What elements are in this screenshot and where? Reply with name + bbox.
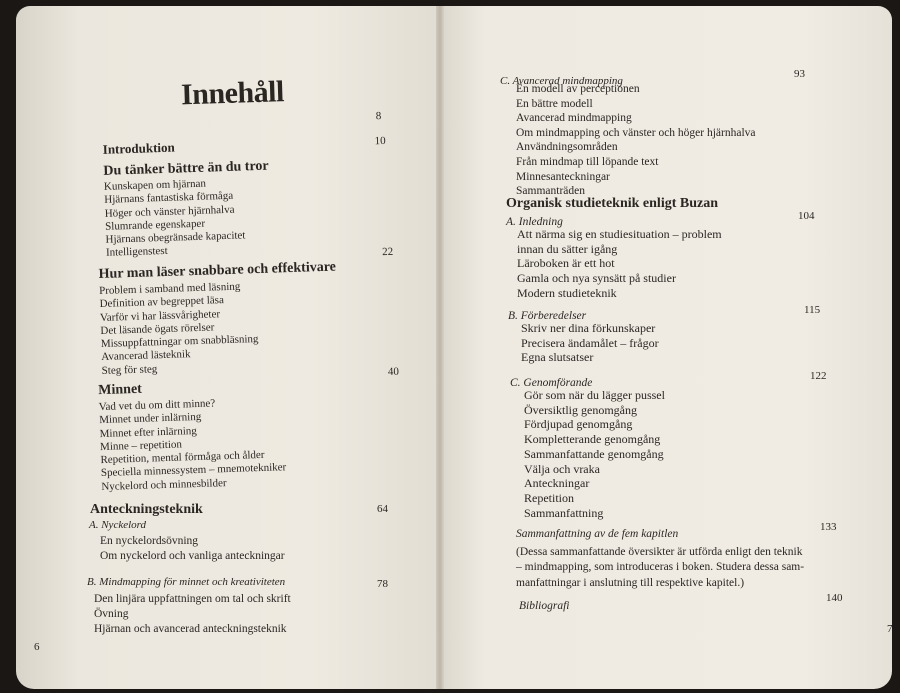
- toc-item: Om mindmapping och vänster och höger hjärnhalva: [516, 126, 756, 139]
- subsection-title: C. Avancerad mindmapping: [500, 75, 623, 87]
- toc-item: Avancerad lästeknik: [101, 348, 191, 364]
- section-title: Minnet: [98, 381, 143, 399]
- section-items: [100, 534, 285, 564]
- section-items: [104, 176, 246, 260]
- section-page: 10: [374, 134, 386, 148]
- toc-item: En modell av perceptionen: [516, 83, 640, 95]
- section-title: Hur man läser snabbare och effektivare: [98, 259, 337, 283]
- toc-item: Repetition: [524, 490, 574, 505]
- toc-item: Slumrande egenskaper: [104, 217, 206, 233]
- section-page: 22: [381, 245, 394, 259]
- toc-item: Sammanfattning: [524, 505, 604, 520]
- note-line: (Dessa sammanfattande översikter är utförda enligt den teknik: [516, 546, 803, 558]
- toc-item: En bättre modell: [516, 97, 593, 110]
- toc-item: Sammanträden: [516, 185, 585, 198]
- bibliography-page: 140: [826, 592, 843, 604]
- section-title: Organisk studieteknik enligt Buzan: [506, 196, 718, 211]
- toc-item: Översiktlig genomgång: [524, 402, 637, 417]
- summary-page: 133: [820, 521, 837, 533]
- toc-item: Kompletterande genomgång: [524, 432, 661, 447]
- section-title: Du tänker bättre än du tror: [103, 158, 269, 179]
- toc-item: innan du sätter igång: [517, 241, 618, 256]
- toc-item: Hjärnans fantastiska förmåga: [104, 190, 234, 207]
- subsection-page: 122: [810, 370, 827, 382]
- toc-item: Sammanfattande genomgång: [524, 446, 664, 461]
- toc-item: Välja och vraka: [524, 461, 600, 476]
- toc-item: Anteckningar: [524, 476, 590, 491]
- bibliography-title: Bibliografi: [519, 600, 570, 612]
- toc-item: Gamla och nya synsätt på studier: [517, 271, 676, 286]
- toc-item: Nyckelord och minnesbilder: [101, 476, 227, 493]
- toc-item: Fördjupad genomgång: [524, 417, 633, 432]
- toc-item: Steg för steg: [101, 363, 158, 377]
- toc-item: Övning: [94, 608, 129, 620]
- toc-item: Egna slutsatser: [521, 350, 594, 365]
- intro-page: 8: [375, 110, 382, 123]
- summary-title: Sammanfattning av de fem kapitlen: [516, 528, 679, 540]
- toc-item: Höger och vänster hjärnhalva: [104, 203, 235, 220]
- subsection-title: B. Mindmapping för minnet och kreativiteten: [87, 576, 286, 588]
- toc-item: Repetition, mental förmåga och ålder: [100, 449, 265, 467]
- note-line: – mindmapping, som introduceras i boken. Studera dessa sam-: [516, 561, 805, 574]
- toc-item: Avancerad mindmapping: [516, 112, 632, 125]
- toc-item: Det läsande ögats rörelser: [100, 321, 215, 337]
- section-items: [521, 321, 659, 365]
- section-title: Anteckningsteknik: [90, 502, 203, 517]
- toc-item: Att närma sig en studiesituation – problem: [517, 227, 722, 241]
- section-items: [516, 82, 756, 199]
- section-page: 40: [387, 365, 400, 378]
- toc-item: Minnet efter inlärning: [99, 424, 197, 440]
- toc-item: Användningsområden: [516, 141, 618, 154]
- toc-item: Från mindmap till löpande text: [516, 155, 659, 168]
- toc-item: Skriv ner dina förkunskaper: [521, 321, 656, 335]
- page-number-left: 6: [34, 641, 40, 653]
- toc-item: Minnesanteckningar: [516, 170, 610, 183]
- toc-item: Den linjära uppfattningen om tal och skrift: [94, 593, 291, 605]
- toc-item: Intelligenstest: [105, 245, 168, 260]
- section-page: 64: [377, 503, 388, 515]
- subsection-title: A. Inledning: [506, 216, 563, 228]
- section-items: [99, 395, 287, 494]
- summary-note: [516, 545, 804, 591]
- toc-item: Minnet under inlärning: [99, 411, 202, 427]
- toc-item: Minne – repetition: [99, 438, 183, 453]
- toc-item: Hjärnans obegränsade kapacitet: [105, 229, 246, 246]
- toc-item: Kunskapen om hjärnan: [103, 177, 207, 193]
- toc-item: Varför vi har lässvårigheter: [99, 307, 221, 324]
- section-items: [517, 227, 722, 301]
- subsection-title: B. Förberedelser: [508, 310, 587, 322]
- subsection-page: 104: [798, 210, 815, 222]
- toc-item: Hjärnan och avancerad anteckningsteknik: [94, 623, 287, 635]
- note-line: manfattningar i anslutning till respektive kapitel.): [516, 576, 745, 589]
- subsection-title: C. Genomförande: [510, 377, 593, 389]
- toc-item: Gör som när du lägger pussel: [524, 388, 665, 402]
- intro-heading: Introduktion: [102, 139, 175, 157]
- toc-item: Vad vet du om ditt minne?: [98, 397, 216, 414]
- subsection-page: 78: [377, 578, 388, 590]
- section-items: [524, 388, 665, 520]
- toc-item: Precisera ändamålet – frågor: [521, 335, 659, 350]
- subsection-page: 93: [794, 68, 805, 80]
- section-items: [99, 280, 260, 378]
- toc-item: Missuppfattningar om snabbläsning: [100, 333, 259, 351]
- subsection-page: 115: [804, 304, 821, 316]
- toc-item: Problem i samband med läsning: [99, 280, 241, 298]
- toc-item: Definition av begreppet läsa: [99, 294, 225, 311]
- page-title: Innehåll: [180, 75, 285, 112]
- toc-item: Läroboken är ett hot: [517, 256, 615, 271]
- toc-item: En nyckelordsövning: [100, 535, 199, 547]
- toc-item: Modern studieteknik: [517, 285, 617, 300]
- toc-item: Om nyckelord och vanliga anteckningar: [100, 550, 285, 562]
- toc-item: Speciella minnessystem – mnemotekniker: [100, 461, 287, 480]
- page-number-right: 7: [887, 623, 893, 635]
- section-items: [94, 592, 291, 637]
- subsection-title: A. Nyckelord: [89, 519, 147, 531]
